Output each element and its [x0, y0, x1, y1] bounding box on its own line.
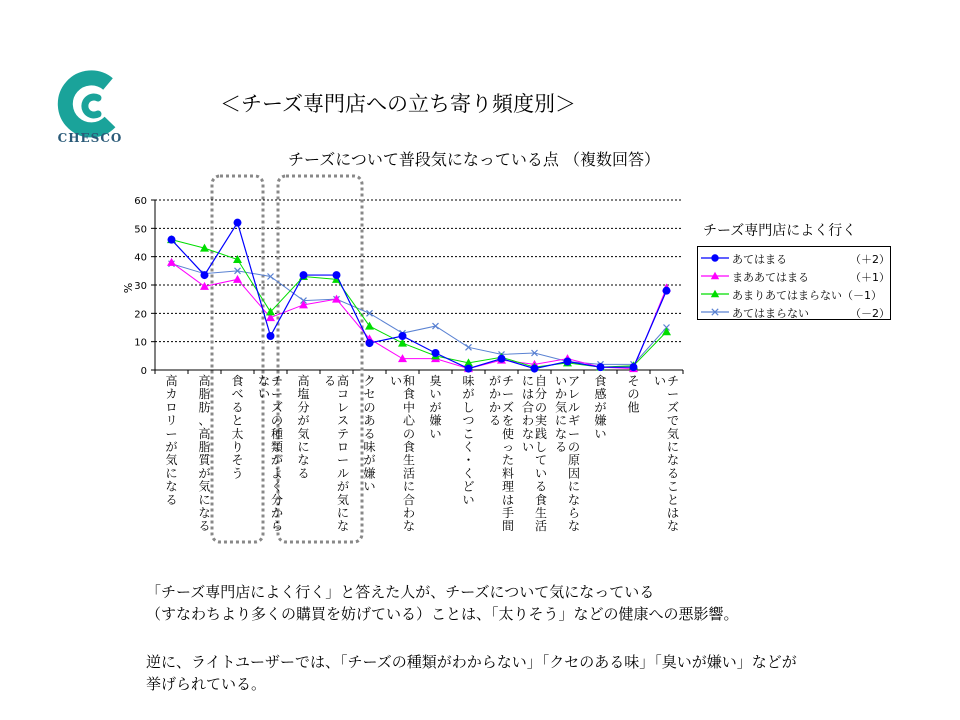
data-point [630, 364, 637, 371]
data-point [597, 364, 604, 371]
legend-code: （＋1） [850, 271, 890, 284]
data-point [432, 350, 439, 357]
legend-swatch-icon [700, 305, 730, 319]
data-point [168, 236, 175, 243]
page-title: ＜チーズ専門店への立ち寄り頻度別＞ [220, 92, 576, 116]
legend-label: まああてはまる [732, 271, 809, 284]
series-3 [169, 261, 670, 368]
x-tick-label: 高カロリーが気になる [165, 374, 178, 507]
data-point [167, 258, 176, 266]
x-tick-label: 味がしつこく・くどい [462, 374, 475, 507]
x-tick-label: 食感が嫌い [594, 374, 607, 441]
x-tick-label: 高コレステロールが気になる [323, 374, 350, 534]
y-tick-label: 0 [140, 366, 147, 377]
legend-code: （－2） [850, 307, 890, 320]
series-group [167, 219, 671, 372]
note-line: 「チーズ専門店によく行く」と答えた人が、チーズについて気になっている [146, 583, 655, 601]
chart-title: チーズについて普段気になっている点 （複数回答） [288, 150, 660, 169]
series-line [172, 240, 667, 367]
data-point [712, 255, 718, 261]
legend-swatch-icon [700, 269, 730, 283]
legend-code: （＋2） [850, 253, 890, 266]
series-line [172, 223, 667, 369]
y-tick-label: 30 [134, 281, 147, 292]
note-line: （すなわちより多くの購買を妨げている）ことは、「太りそう」などの健康への悪影響。 [146, 605, 739, 623]
y-tick-label: 60 [134, 196, 147, 207]
y-tick-label: 40 [134, 252, 147, 264]
x-tick-label: チーズを使った料理は手間がかかる [488, 374, 515, 534]
data-point [333, 272, 340, 279]
data-point [267, 333, 274, 340]
x-tick-label: チーズの種類がよく分からない [257, 374, 284, 534]
note-line: 逆に、ライトユーザーでは、「チーズの種類がわからない」「クセのある味」「臭いが嫌い」などが [146, 653, 797, 671]
legend-swatch-icon [700, 287, 730, 301]
x-tick-label: 高脂肪、高脂質が気になる [198, 374, 211, 534]
legend-title: チーズ専門店によく行く [703, 223, 857, 239]
legend-swatch-icon [700, 251, 730, 265]
x-tick-label: その他 [627, 374, 640, 415]
data-point [201, 272, 208, 279]
series-2 [167, 235, 671, 370]
y-tick-label: 50 [134, 224, 147, 236]
legend-item [698, 285, 890, 303]
legend-label: あまりあてはまらない（－1） [732, 289, 882, 302]
series-line [172, 262, 667, 368]
data-point [663, 287, 670, 294]
x-tick-label: 和食中心の食生活に合わない [389, 374, 416, 534]
data-point [531, 365, 538, 372]
x-tick-label: 自分の実践している食生活には合わない [521, 374, 548, 534]
data-point [365, 322, 374, 330]
data-point [234, 219, 241, 226]
data-point [564, 358, 571, 365]
legend-label: あてはまる [732, 253, 787, 266]
x-tick-labels [165, 373, 679, 533]
data-point [465, 365, 472, 372]
highlight-box [212, 176, 263, 542]
x-tick-label: チーズで気になることはない [653, 374, 680, 534]
legend-item [698, 249, 890, 267]
y-tick-label: 20 [134, 309, 147, 321]
x-tick-label: クセのある味が嫌い [363, 374, 376, 494]
note-line: 挙げられている。 [146, 675, 267, 693]
x-tick-label: 食べると太りそう [231, 374, 244, 481]
y-axis [121, 196, 155, 377]
data-point [399, 333, 406, 340]
data-point [332, 295, 341, 303]
data-point [233, 275, 242, 283]
logo-text: CHESCO [57, 131, 123, 145]
legend-label: あてはまらない [732, 307, 809, 320]
series-1 [167, 258, 671, 372]
x-tick-label: 臭いが嫌い [429, 374, 442, 441]
x-tick-label: 高塩分が気になる [297, 374, 310, 481]
data-point [498, 355, 505, 362]
highlight-box [278, 176, 362, 542]
data-point [366, 340, 373, 347]
legend-item [698, 267, 890, 285]
legend-item [698, 303, 890, 321]
legend [697, 246, 891, 320]
y-axis-label: % [121, 282, 134, 294]
x-tick-label: アレルギーの原因にならないか気になる [554, 374, 581, 534]
y-tick-label: 10 [134, 337, 147, 349]
data-point [300, 272, 307, 279]
